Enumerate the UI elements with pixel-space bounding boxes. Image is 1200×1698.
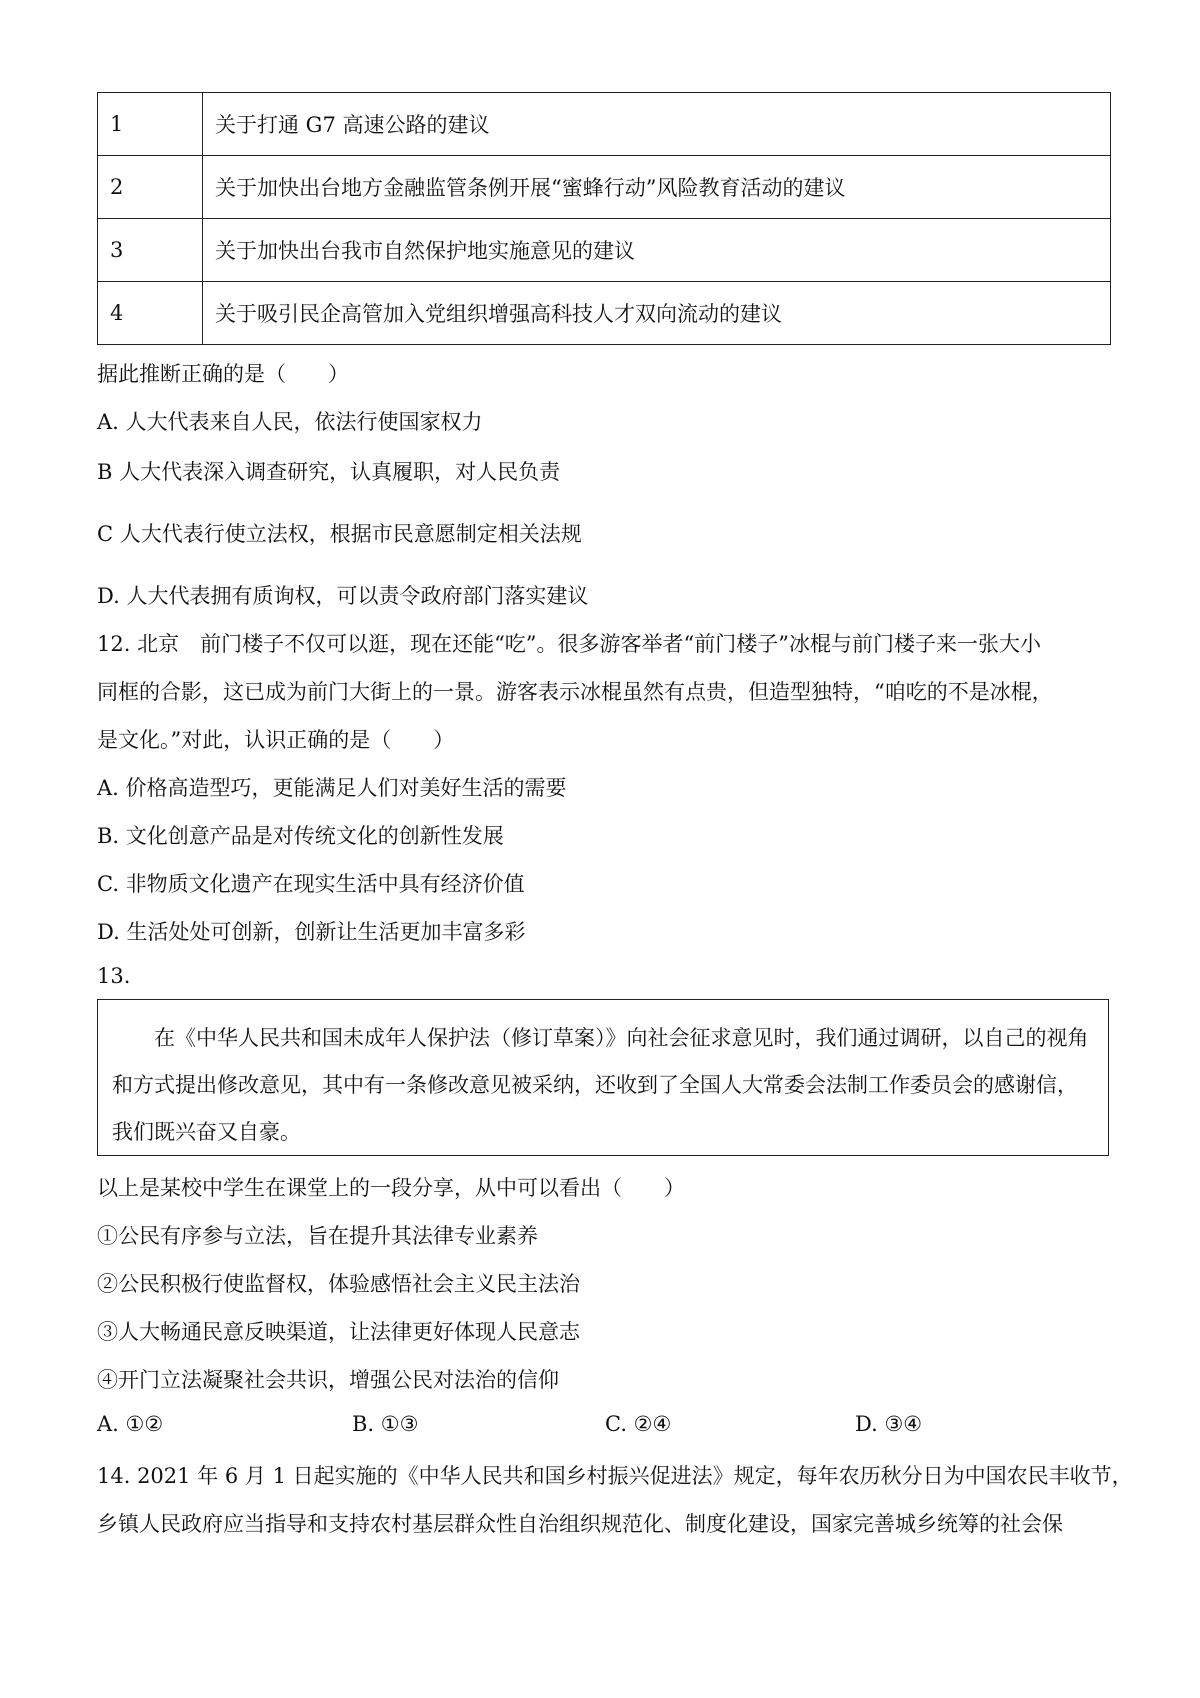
table-row <box>98 93 1111 156</box>
q13-statement-2: ②公民积极行使监督权，体验感悟社会主义民主法治 <box>97 1272 580 1296</box>
q12-option-b[interactable]: B. 文化创意产品是对传统文化的创新性发展 <box>97 824 504 848</box>
q13-quote-line: 在《中华人民共和国未成年人保护法（修订草案）》向社会征求意见时，我们通过调研，以自己的视角 <box>112 1026 1089 1050</box>
q13-statement-1: ①公民有序参与立法，旨在提升其法律专业素养 <box>97 1224 538 1248</box>
q11-option-d[interactable]: D. 人大代表拥有质询权，可以责令政府部门落实建议 <box>97 584 589 608</box>
table-row <box>98 219 1111 282</box>
table-row <box>98 282 1111 345</box>
q12-text-line: 同框的合影，这已成为前门大街上的一景。游客表示冰棍虽然有点贵，但造型独特，“咱吃的不是冰棍， <box>97 680 1053 704</box>
q11-option-b[interactable]: B 人大代表深入调查研究，认真履职，对人民负责 <box>97 460 561 484</box>
proposal-number: 2 <box>98 156 203 219</box>
q13-choice-c[interactable]: C. ②④ <box>605 1412 672 1436</box>
proposal-title: 关于吸引民企高管加入党组织增强高科技人才双向流动的建议 <box>203 282 1111 345</box>
q13-choice-a[interactable]: A. ①② <box>97 1412 164 1436</box>
q12-text-line: 12. 北京 前门楼子不仅可以逛，现在还能“吃”。很多游客举者“前门楼子”冰棍与前门楼子来一张大小 <box>97 632 1042 656</box>
q13-stem: 以上是某校中学生在课堂上的一段分享，从中可以看出（ ） <box>97 1176 685 1200</box>
q13-statement-4: ④开门立法凝聚社会共识，增强公民对法治的信仰 <box>97 1368 559 1392</box>
q14-text-line: 14. 2021 年 6 月 1 日起实施的《中华人民共和国乡村振兴促进法》规定，每年农历秋分日为中国农民丰收节， <box>97 1464 1133 1488</box>
proposal-number: 1 <box>98 93 203 156</box>
q14-text-line: 乡镇人民政府应当指导和支持农村基层群众性自治组织规范化、制度化建设，国家完善城乡统筹的社会保 <box>97 1512 1063 1536</box>
q13-statement-3: ③人大畅通民意反映渠道，让法律更好体现人民意志 <box>97 1320 580 1344</box>
proposal-title: 关于打通 G7 高速公路的建议 <box>203 93 1111 156</box>
q13-quote-line: 和方式提出修改意见，其中有一条修改意见被采纳，还收到了全国人大常委会法制工作委员会的感谢信， <box>112 1073 1078 1097</box>
proposal-table <box>97 92 1111 345</box>
q13-choice-b[interactable]: B. ①③ <box>352 1412 419 1436</box>
q12-option-c[interactable]: C. 非物质文化遗产在现实生活中具有经济价值 <box>97 872 525 896</box>
proposal-title: 关于加快出台地方金融监管条例开展“蜜蜂行动”风险教育活动的建议 <box>203 156 1111 219</box>
q11-stem: 据此推断正确的是（ ） <box>97 362 349 386</box>
q13-quote-box <box>97 999 1109 1156</box>
table-row <box>98 156 1111 219</box>
q13-choice-d[interactable]: D. ③④ <box>855 1412 923 1436</box>
proposal-number: 3 <box>98 219 203 282</box>
q11-option-a[interactable]: A. 人大代表来自人民，依法行使国家权力 <box>97 410 483 434</box>
q11-option-c[interactable]: C 人大代表行使立法权，根据市民意愿制定相关法规 <box>97 522 582 546</box>
q12-option-a[interactable]: A. 价格高造型巧，更能满足人们对美好生活的需要 <box>97 776 567 800</box>
q12-text-line: 是文化。”对此，认识正确的是（ ） <box>97 728 455 752</box>
q12-option-d[interactable]: D. 生活处处可创新，创新让生活更加丰富多彩 <box>97 920 526 944</box>
proposal-number: 4 <box>98 282 203 345</box>
proposal-title: 关于加快出台我市自然保护地实施意见的建议 <box>203 219 1111 282</box>
q13-number: 13. <box>97 964 131 988</box>
q13-quote-line: 我们既兴奋又自豪。 <box>112 1120 301 1144</box>
